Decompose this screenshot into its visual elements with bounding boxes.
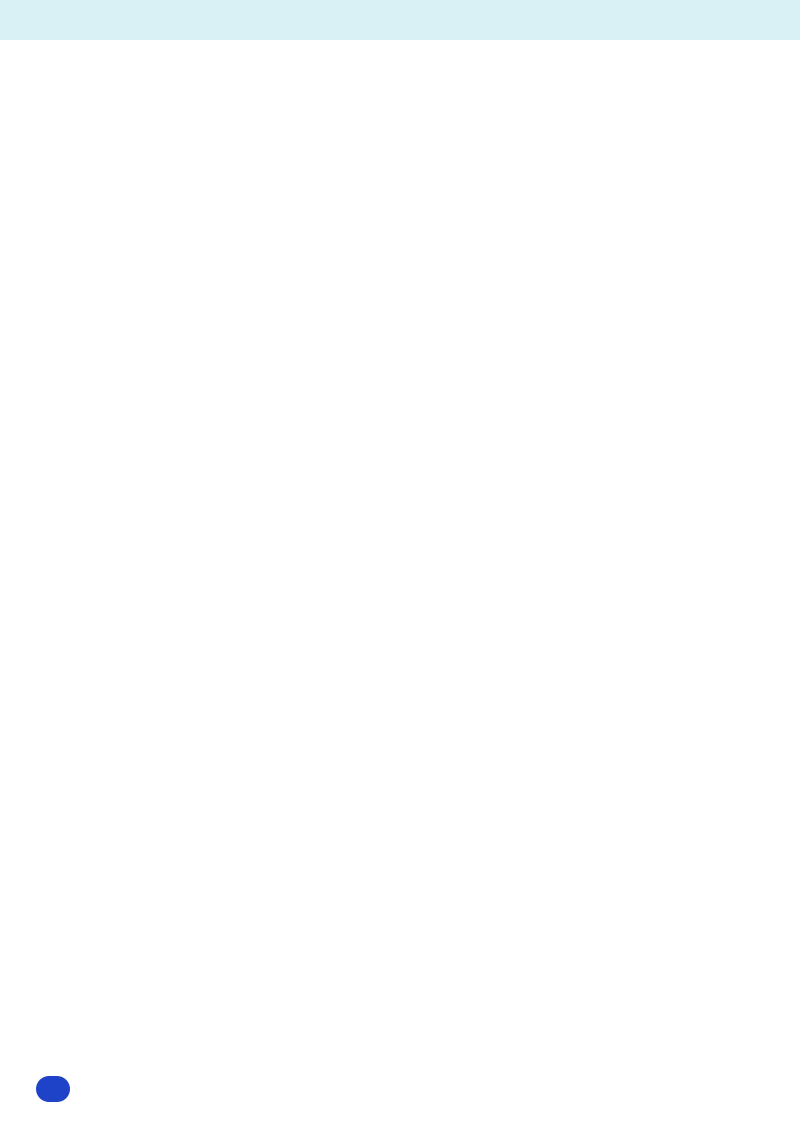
page-content	[66, 60, 692, 123]
unit-heading	[66, 87, 692, 113]
page-number-badge	[36, 1076, 70, 1102]
publisher-logo	[0, 0, 800, 40]
